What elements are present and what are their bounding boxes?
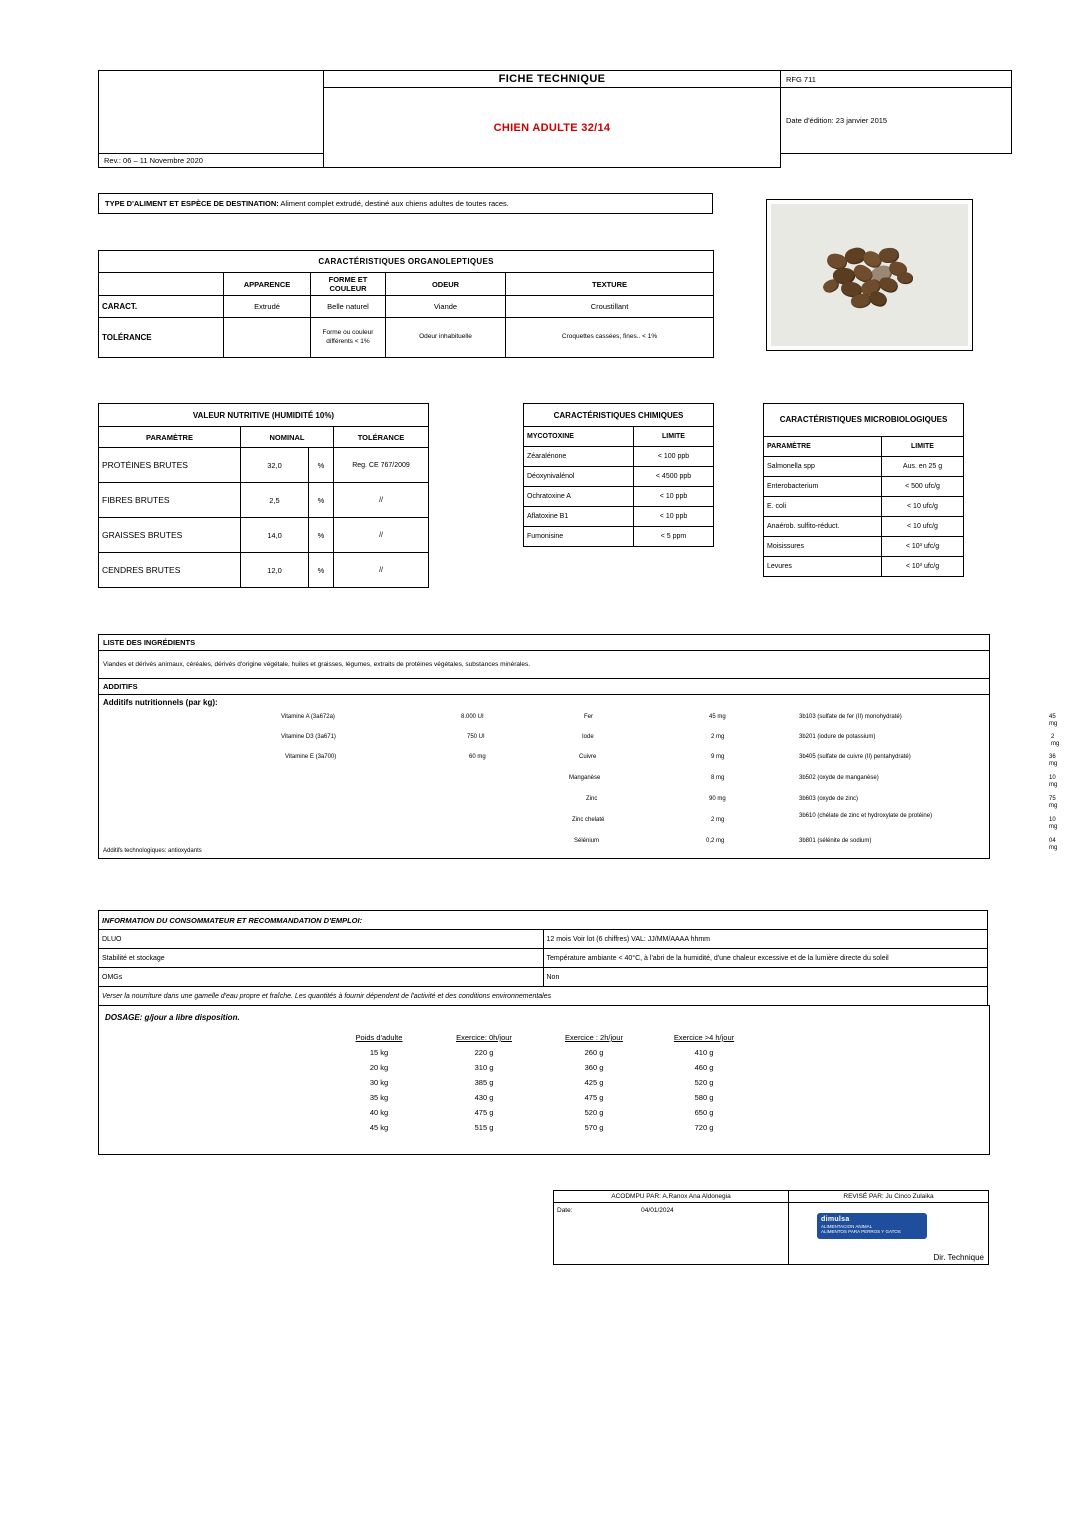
nutritive-tolerance-fibres: // [334, 483, 429, 518]
additif-manganese-value: 8 mg [711, 775, 725, 781]
dosage-r0-c2: 260 g [584, 1048, 604, 1057]
nutritive-title: VALEUR NUTRITIVE (HUMIDITÉ 10%) [99, 404, 429, 427]
additif-iode-value: 2 mg [711, 734, 725, 740]
dosage-r4-c0: 40 kg [369, 1108, 389, 1117]
chimiques-block [523, 403, 713, 547]
additif-selenium-value: 0,2 mg [706, 838, 725, 844]
dosage-r5-c3: 720 g [694, 1123, 714, 1132]
additif-e-1-value: 2 mg [1051, 734, 1060, 747]
microbiologiques-title: CARACTÉRISTIQUES MICROBIOLOGIQUES [764, 404, 964, 437]
nutritive-unit-graisses: % [309, 518, 334, 553]
organo-caract-forme: Belle naturel [311, 296, 386, 318]
additif-e-3-name: 3b502 (oxyde de manganèse) [799, 775, 879, 781]
chimiques-limit-2: < 10 ppb [634, 487, 714, 507]
nutritive-param-fibres: FIBRES BRUTES [99, 483, 241, 518]
table-row [524, 527, 714, 547]
type-aliment-block [98, 193, 713, 214]
micro-name-4: Moisissures [764, 537, 882, 557]
product-photo-inner [771, 204, 968, 346]
additif-manganese-name: Manganèse [569, 775, 601, 781]
micro-limit-2: < 10 ufc/g [882, 497, 964, 517]
stamp-line1: dimulsa [821, 1216, 850, 1223]
additifs-nutritionnels-title: Additifs nutritionnels (par kg): [103, 698, 218, 707]
signature-stamp-cell [789, 1203, 989, 1265]
additif-vitamine-e-value: 60 mg [469, 754, 486, 760]
nutritive-unit-fibres: % [309, 483, 334, 518]
additif-vitamine-d3-value: 750 UI [467, 734, 485, 740]
kibble-piece [896, 271, 913, 285]
table-row [329, 1060, 759, 1075]
nutritive-nominal-graisses: 14,0 [241, 518, 309, 553]
additif-vitamine-e-name: Vitamine E (3a700) [285, 754, 337, 760]
dosage-r4-c1: 475 g [474, 1108, 494, 1117]
info-consommateur-note: Verser la nourriture dans une gamelle d'eau propre et fraîche. Les quantités à fournir dépendent de l'activité et des conditions environnementales [99, 987, 988, 1006]
dosage-r5-c1: 515 g [474, 1123, 494, 1132]
signature-prepared-by: ACODMPU PAR: A.Ranox Ana Aldonegia [554, 1191, 789, 1203]
company-stamp [817, 1213, 927, 1239]
organoleptique-table [98, 250, 714, 358]
organoleptique-title: CARACTÉRISTIQUES ORGANOLEPTIQUES [99, 251, 714, 273]
additif-e-4-name: 3b603 (oxyde de zinc) [799, 796, 859, 802]
nutritive-tolerance-proteines: Reg. CE 767/2009 [334, 448, 429, 483]
micro-limit-3: < 10 ufc/g [882, 517, 964, 537]
dosage-r1-c1: 310 g [474, 1063, 494, 1072]
additif-e-2-value: 36 mg [1049, 754, 1058, 767]
dosage-r4-c2: 520 g [584, 1108, 604, 1117]
nutritive-tolerance-graisses: // [334, 518, 429, 553]
dosage-block [98, 1005, 990, 1155]
type-aliment-value: Aliment complet extrudé, destiné aux chiens adultes de toutes races. [280, 199, 509, 208]
additif-e-6-name: 3b801 (sélénite de sodium) [799, 838, 872, 844]
nutritive-nominal-fibres: 2,5 [241, 483, 309, 518]
organo-caract-texture: Croustillant [506, 296, 714, 318]
dosage-label: DOSAGE: g/jour a libre disposition. [105, 1013, 240, 1022]
organo-row-label-caract: CARACT. [99, 296, 224, 318]
document-title: FICHE TECHNIQUE [324, 71, 781, 88]
dosage-r5-c0: 45 kg [369, 1123, 389, 1132]
micro-header-limite: LIMITE [882, 437, 964, 457]
dosage-header-ex0: Exercice: 0h/jour [456, 1033, 512, 1042]
nutritive-header-nominal: NOMINAL [241, 427, 334, 448]
chimiques-limit-4: < 5 ppm [634, 527, 714, 547]
stamp-line3: ALIMENTOS PARA PERROS Y GATOS [821, 1229, 901, 1235]
organo-header-texture: TEXTURE [506, 273, 714, 296]
additifs-technologiques: Additifs technologiques: antioxydants [103, 848, 202, 854]
table-row [764, 537, 964, 557]
chimiques-title: CARACTÉRISTIQUES CHIMIQUES [524, 404, 714, 427]
table-row [764, 477, 964, 497]
document-header [98, 70, 988, 168]
ingredients-text: Viandes et dérivés animaux, céréales, dérivés d'origine végétale, huiles et graisses, légumes, extraits de protéines végétales, substances minérales. [99, 651, 989, 679]
nutritive-unit-proteines: % [309, 448, 334, 483]
info-value-stabilite: Température ambiante < 40°C, à l'abri de la humidité, d'une chaleur excessive et de la lumière directe du soleil [543, 949, 988, 968]
dosage-r1-c2: 360 g [584, 1063, 604, 1072]
additif-selenium-name: Sélénium [574, 838, 600, 844]
micro-limit-4: < 10³ ufc/g [882, 537, 964, 557]
table-row [99, 483, 429, 518]
dosage-r3-c2: 475 g [584, 1093, 604, 1102]
micro-header-parametre: PARAMÈTRE [764, 437, 882, 457]
additif-e-4-value: 75 mg [1049, 796, 1058, 809]
signature-block [553, 1190, 988, 1265]
table-row [99, 318, 714, 358]
micro-name-1: Enterobacterium [764, 477, 882, 497]
dosage-header-ex2: Exercice : 2h/jour [565, 1033, 623, 1042]
additifs-grid [99, 710, 1060, 858]
chimiques-header-limite: LIMITE [634, 427, 714, 447]
valeur-nutritive-block [98, 403, 428, 588]
dosage-r1-c0: 20 kg [369, 1063, 389, 1072]
dosage-r2-c0: 30 kg [369, 1078, 389, 1087]
table-row [329, 1120, 759, 1135]
dosage-header-poids: Poids d'adulte [355, 1033, 403, 1042]
dosage-r1-c3: 460 g [694, 1063, 714, 1072]
table-row [99, 949, 988, 968]
table-row [99, 296, 714, 318]
additif-zinc-name: Zinc [586, 796, 598, 802]
type-aliment-label: TYPE D'ALIMENT ET ESPÈCE DE DESTINATION: [105, 199, 279, 208]
dosage-r2-c2: 425 g [584, 1078, 604, 1087]
dosage-r2-c1: 385 g [474, 1078, 494, 1087]
dosage-header-ex4: Exercice >4 h/jour [673, 1033, 735, 1042]
chimiques-name-4: Fumonisine [524, 527, 634, 547]
signature-date-value: 04/01/2024 [641, 1207, 674, 1214]
table-row [329, 1105, 759, 1120]
dosage-r4-c3: 650 g [694, 1108, 714, 1117]
additif-e-1-name: 3b201 (iodure de potassium) [799, 734, 876, 740]
additif-e-6-value: 04 mg [1049, 838, 1058, 851]
nutritive-tolerance-cendres: // [334, 553, 429, 588]
table-row [99, 448, 429, 483]
table-row [99, 968, 988, 987]
table-row [329, 1075, 759, 1090]
organo-tol-odeur: Odeur inhabituelle [386, 318, 506, 358]
chimiques-header-mycotoxine: MYCOTOXINE [524, 427, 634, 447]
info-key-omgs: OMGs [99, 968, 544, 987]
organo-row-label-tolerance: TOLÉRANCE [99, 318, 224, 358]
table-row [99, 518, 429, 553]
signature-table [553, 1190, 989, 1265]
info-consommateur-title: INFORMATION DU CONSOMMATEUR ET RECOMMANDATION D'EMPLOI: [99, 911, 988, 930]
additif-cuivre-name: Cuivre [579, 754, 597, 760]
additif-e-2-name: 3b405 (sulfate de cuivre (II) pentahydraté) [799, 754, 911, 760]
ingredients-title: LISTE DES INGRÉDIENTS [99, 635, 989, 651]
table-row [764, 517, 964, 537]
ingredients-block [98, 634, 1060, 859]
nutritive-param-graisses: GRAISSES BRUTES [99, 518, 241, 553]
info-value-omgs: Non [543, 968, 988, 987]
organo-header-odeur: ODEUR [386, 273, 506, 296]
dosage-r0-c0: 15 kg [369, 1048, 389, 1057]
chimiques-limit-3: < 10 ppb [634, 507, 714, 527]
micro-name-5: Levures [764, 557, 882, 577]
organo-tol-forme: Forme ou couleur différents < 1% [311, 318, 386, 358]
table-row [524, 447, 714, 467]
organo-header-apparence: APPARENCE [224, 273, 311, 296]
dosage-r3-c1: 430 g [474, 1093, 494, 1102]
product-photo [766, 199, 973, 351]
additif-zinc-chelate-name: Zinc chelaté [572, 817, 605, 823]
organo-tol-texture: Croquettes cassées, fines.. < 1% [506, 318, 714, 358]
table-row [99, 553, 429, 588]
product-name: CHIEN ADULTE 32/14 [324, 88, 781, 168]
chimiques-name-1: Déoxynivalénol [524, 467, 634, 487]
additif-zinc-chelate-value: 2 mg [711, 817, 725, 823]
dosage-r3-c0: 35 kg [369, 1093, 389, 1102]
organo-tol-apparence [224, 318, 311, 358]
table-row [524, 467, 714, 487]
nutritive-param-cendres: CENDRES BRUTES [99, 553, 241, 588]
signature-date-cell [554, 1203, 789, 1265]
additif-zinc-value: 90 mg [709, 796, 726, 802]
micro-name-3: Anaérob. sulfito-réduct. [764, 517, 882, 537]
additif-e-3-value: 10 mg [1049, 775, 1058, 788]
table-row [329, 1090, 759, 1105]
additif-e-0-value: 45 mg [1049, 714, 1058, 727]
microbiologiques-table [763, 403, 964, 577]
micro-name-0: Salmonella spp [764, 457, 882, 477]
additifs-title: ADDITIFS [99, 679, 989, 695]
chimiques-name-3: Aflatoxine B1 [524, 507, 634, 527]
dosage-r0-c3: 410 g [694, 1048, 714, 1057]
chimiques-name-2: Ochratoxine A [524, 487, 634, 507]
additif-fer-value: 45 mg [709, 714, 726, 720]
kibble-piece [867, 289, 889, 309]
dosage-table [329, 1030, 759, 1135]
chimiques-name-0: Zéaralénone [524, 447, 634, 467]
edition-date: Date d'édition: 23 janvier 2015 [781, 88, 1012, 154]
valeur-nutritive-table [98, 403, 429, 588]
chimiques-limit-0: < 100 ppb [634, 447, 714, 467]
organo-header-0 [99, 273, 224, 296]
table-row [329, 1045, 759, 1060]
chimiques-table [523, 403, 714, 547]
additif-e-5-name: 3b610 (chélate de zinc et hydroxylate de protéine) [799, 813, 933, 819]
logo-cell [99, 71, 324, 154]
additif-vitamine-d3-name: Vitamine D3 (3a671) [281, 734, 336, 740]
microbiologiques-block [763, 403, 963, 577]
additif-iode-name: Iode [582, 734, 594, 740]
type-aliment-cell [99, 194, 713, 214]
additif-fer-name: Fer [584, 714, 593, 720]
dosage-r5-c2: 570 g [584, 1123, 604, 1132]
nutritive-unit-cendres: % [309, 553, 334, 588]
micro-limit-1: < 500 ufc/g [882, 477, 964, 497]
header-table [98, 70, 1012, 168]
micro-limit-5: < 10³ ufc/g [882, 557, 964, 577]
additif-e-0-name: 3b103 (sulfate de fer (II) monohydraté) [799, 714, 902, 720]
info-consommateur-table [98, 910, 988, 1006]
nutritive-param-proteines: PROTÉINES BRUTES [99, 448, 241, 483]
table-row [99, 930, 988, 949]
dir-technique-label: Dir. Technique [933, 1253, 984, 1262]
table-row [524, 487, 714, 507]
signature-date-label: Date: [557, 1207, 573, 1214]
additif-vitamine-a-name: Vitamine A (3a672a) [281, 714, 335, 720]
organoleptique-block [98, 250, 713, 358]
organo-caract-odeur: Viande [386, 296, 506, 318]
type-aliment-table [98, 193, 713, 214]
table-row [524, 507, 714, 527]
stamp-line2: ALIMENTACION ANIMAL [821, 1224, 873, 1230]
info-value-dluo: 12 mois Voir lot (6 chiffres) VAL: JJ/MM/AAAA hhmm [543, 930, 988, 949]
nutritive-header-tolerance: TOLÉRANCE [334, 427, 429, 448]
info-key-stabilite: Stabilité et stockage [99, 949, 544, 968]
reference-code: RFG 711 [781, 71, 1012, 88]
info-key-dluo: DLUO [99, 930, 544, 949]
signature-approved-by: REVISÉ PAR: Ju Cinco Zulaika [789, 1191, 989, 1203]
dosage-r2-c3: 520 g [694, 1078, 714, 1087]
micro-limit-0: Aus. en 25 g [882, 457, 964, 477]
dosage-r0-c1: 220 g [474, 1048, 494, 1057]
additif-vitamine-a-value: 8.000 UI [461, 714, 484, 720]
chimiques-limit-1: < 4500 ppb [634, 467, 714, 487]
additif-e-5-value: 10 mg [1049, 817, 1058, 830]
table-row [764, 457, 964, 477]
micro-name-2: E. coli [764, 497, 882, 517]
organo-header-forme-couleur: FORME ET COULEUR [311, 273, 386, 296]
nutritive-nominal-proteines: 32,0 [241, 448, 309, 483]
organo-caract-apparence: Extrudé [224, 296, 311, 318]
dosage-r3-c3: 580 g [694, 1093, 714, 1102]
additif-cuivre-value: 9 mg [711, 754, 725, 760]
nutritive-header-parametre: PARAMÈTRE [99, 427, 241, 448]
table-row [764, 557, 964, 577]
info-consommateur-block [98, 910, 988, 1006]
table-row [764, 497, 964, 517]
revision-info: Rev.: 06 – 11 Novembre 2020 [99, 154, 324, 168]
nutritive-nominal-cendres: 12,0 [241, 553, 309, 588]
